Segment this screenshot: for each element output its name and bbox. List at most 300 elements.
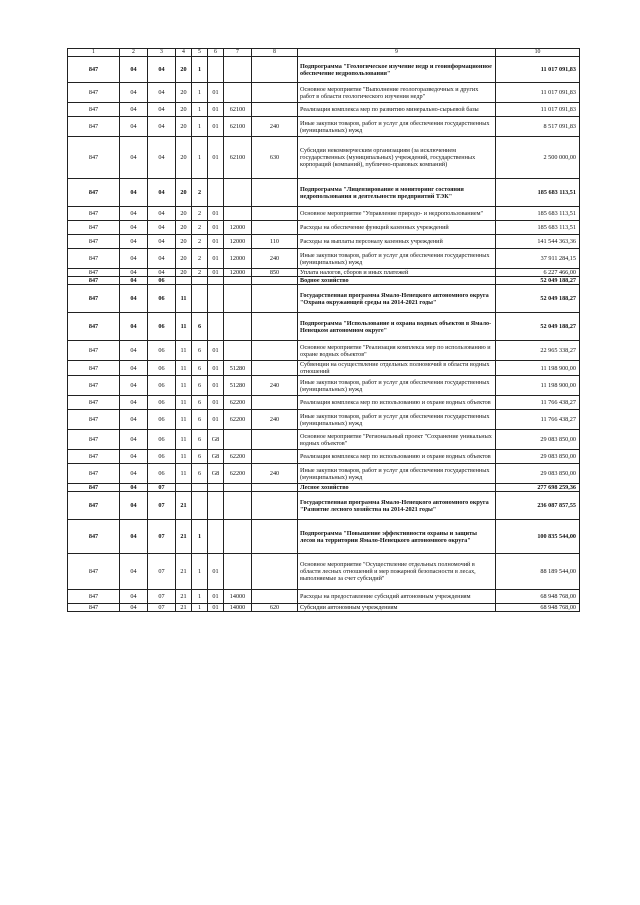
cell-expense-type-code <box>252 57 298 83</box>
cell-program-code: 20 <box>176 249 192 269</box>
table-row <box>68 83 580 103</box>
cell-section-code: 04 <box>120 464 148 484</box>
cell-program-code: 21 <box>176 492 192 520</box>
cell-amount: 11 198 900,00 <box>496 376 580 396</box>
cell-direction-code <box>224 313 252 341</box>
cell-expense-type-code <box>252 313 298 341</box>
cell-section-code: 04 <box>120 554 148 590</box>
cell-subsection-code: 06 <box>148 464 176 484</box>
cell-activity-code: 01 <box>208 83 224 103</box>
cell-amount: 11 766 438,27 <box>496 396 580 410</box>
cell-subsection-code: 06 <box>148 376 176 396</box>
cell-subsection-code: 06 <box>148 450 176 464</box>
cell-section-code: 04 <box>120 117 148 137</box>
cell-section-code: 04 <box>120 277 148 285</box>
cell-subsection-code: 07 <box>148 520 176 554</box>
cell-activity-code: 01 <box>208 604 224 612</box>
cell-ministry-code: 847 <box>68 554 120 590</box>
col-3: 3 <box>148 49 176 57</box>
cell-section-code: 04 <box>120 450 148 464</box>
cell-program-code: 11 <box>176 430 192 450</box>
cell-amount: 29 083 850,00 <box>496 464 580 484</box>
cell-item-name: Расходы на обеспечение функций казенных учреждений <box>298 221 496 235</box>
col-2: 2 <box>120 49 148 57</box>
cell-section-code: 04 <box>120 341 148 361</box>
cell-item-name: Уплата налогов, сборов и иных платежей <box>298 269 496 277</box>
cell-direction-code: 62100 <box>224 137 252 179</box>
table-row <box>68 341 580 361</box>
cell-direction-code: 12000 <box>224 221 252 235</box>
cell-item-name: Иные закупки товаров, работ и услуг для обеспечения государственных (муниципальных) нужд <box>298 249 496 269</box>
cell-section-code: 04 <box>120 57 148 83</box>
cell-subprogram-code: 6 <box>192 313 208 341</box>
cell-item-name: Лесное хозяйство <box>298 484 496 492</box>
cell-program-code: 21 <box>176 520 192 554</box>
cell-direction-code <box>224 520 252 554</box>
cell-section-code: 04 <box>120 269 148 277</box>
table-row <box>68 269 580 277</box>
table-row <box>68 103 580 117</box>
cell-ministry-code: 847 <box>68 235 120 249</box>
cell-direction-code: 62200 <box>224 464 252 484</box>
cell-activity-code <box>208 484 224 492</box>
cell-item-name: Подпрограмма "Повышение эффективности охраны и защиты лесов на территории Ямало-Ненецкого автономного округа" <box>298 520 496 554</box>
cell-program-code: 11 <box>176 341 192 361</box>
cell-program-code <box>176 277 192 285</box>
table-row <box>68 464 580 484</box>
table-row <box>68 285 580 313</box>
col-1: 1 <box>68 49 120 57</box>
table-row <box>68 207 580 221</box>
cell-activity-code: 01 <box>208 361 224 376</box>
cell-subsection-code: 06 <box>148 410 176 430</box>
cell-amount: 29 083 850,00 <box>496 430 580 450</box>
cell-direction-code <box>224 207 252 221</box>
cell-section-code: 04 <box>120 396 148 410</box>
cell-item-name: Государственная программа Ямало-Ненецкого автономного округа "Охрана окружающей среды на 2014-2021 годы" <box>298 285 496 313</box>
cell-ministry-code: 847 <box>68 277 120 285</box>
cell-activity-code <box>208 179 224 207</box>
cell-ministry-code: 847 <box>68 361 120 376</box>
cell-item-name: Подпрограмма "Геологическое изучение недр и геоинформационное обеспечение недропользования" <box>298 57 496 83</box>
cell-item-name: Реализация комплекса мер по использованию и охране водных объектов <box>298 396 496 410</box>
table-row <box>68 520 580 554</box>
cell-item-name: Основное мероприятие "Региональный проект "Сохранение уникальных водных объектов" <box>298 430 496 450</box>
cell-amount: 236 087 857,55 <box>496 492 580 520</box>
cell-ministry-code: 847 <box>68 137 120 179</box>
cell-expense-type-code <box>252 341 298 361</box>
cell-subprogram-code: 1 <box>192 57 208 83</box>
cell-expense-type-code: 240 <box>252 464 298 484</box>
cell-expense-type-code: 240 <box>252 410 298 430</box>
table-row <box>68 313 580 341</box>
cell-amount: 185 683 113,51 <box>496 221 580 235</box>
cell-expense-type-code <box>252 361 298 376</box>
table-row <box>68 604 580 612</box>
cell-amount: 52 049 188,27 <box>496 277 580 285</box>
cell-ministry-code: 847 <box>68 410 120 430</box>
cell-program-code: 20 <box>176 137 192 179</box>
table-row <box>68 235 580 249</box>
table-row <box>68 221 580 235</box>
cell-direction-code: 14000 <box>224 590 252 604</box>
cell-program-code: 20 <box>176 83 192 103</box>
cell-activity-code: G8 <box>208 450 224 464</box>
cell-program-code: 20 <box>176 221 192 235</box>
cell-subprogram-code: 2 <box>192 269 208 277</box>
cell-subprogram-code: 6 <box>192 376 208 396</box>
cell-direction-code <box>224 341 252 361</box>
cell-expense-type-code: 240 <box>252 376 298 396</box>
cell-subsection-code: 07 <box>148 492 176 520</box>
cell-expense-type-code: 630 <box>252 137 298 179</box>
cell-subprogram-code: 2 <box>192 179 208 207</box>
cell-item-name: Иные закупки товаров, работ и услуг для обеспечения государственных (муниципальных) нужд <box>298 376 496 396</box>
cell-subsection-code: 04 <box>148 207 176 221</box>
cell-program-code: 20 <box>176 179 192 207</box>
cell-amount: 68 948 768,00 <box>496 590 580 604</box>
cell-subprogram-code: 1 <box>192 554 208 590</box>
cell-amount: 88 189 544,00 <box>496 554 580 590</box>
cell-program-code: 21 <box>176 590 192 604</box>
cell-activity-code <box>208 285 224 313</box>
cell-activity-code: 01 <box>208 341 224 361</box>
cell-expense-type-code <box>252 83 298 103</box>
cell-subprogram-code: 1 <box>192 604 208 612</box>
cell-item-name: Субсидии некоммерческим организациям (за исключением государственных (муниципальных) учреждений, государственных корпораций (компаний), публично-правовых компаний) <box>298 137 496 179</box>
cell-amount: 141 544 363,36 <box>496 235 580 249</box>
cell-section-code: 04 <box>120 590 148 604</box>
cell-expense-type-code <box>252 103 298 117</box>
cell-subsection-code: 04 <box>148 117 176 137</box>
cell-subsection-code: 06 <box>148 277 176 285</box>
cell-program-code: 20 <box>176 207 192 221</box>
cell-direction-code <box>224 492 252 520</box>
cell-program-code: 20 <box>176 103 192 117</box>
cell-section-code: 04 <box>120 361 148 376</box>
cell-ministry-code: 847 <box>68 207 120 221</box>
cell-expense-type-code <box>252 520 298 554</box>
cell-expense-type-code: 620 <box>252 604 298 612</box>
cell-direction-code: 62100 <box>224 103 252 117</box>
cell-ministry-code: 847 <box>68 313 120 341</box>
cell-expense-type-code: 110 <box>252 235 298 249</box>
cell-ministry-code: 847 <box>68 285 120 313</box>
table-row <box>68 492 580 520</box>
cell-activity-code: 01 <box>208 235 224 249</box>
cell-section-code: 04 <box>120 492 148 520</box>
cell-direction-code: 51280 <box>224 376 252 396</box>
cell-program-code: 11 <box>176 313 192 341</box>
cell-item-name: Государственная программа Ямало-Ненецкого автономного округа "Развитие лесного хозяйства на 2014-2021 годы" <box>298 492 496 520</box>
cell-ministry-code: 847 <box>68 179 120 207</box>
cell-item-name: Основное мероприятие "Выполнение геологоразведочных и других работ в области геологического изучения недр" <box>298 83 496 103</box>
cell-section-code: 04 <box>120 285 148 313</box>
cell-subsection-code: 07 <box>148 484 176 492</box>
cell-activity-code: 01 <box>208 396 224 410</box>
cell-activity-code: 01 <box>208 249 224 269</box>
cell-subsection-code: 04 <box>148 221 176 235</box>
cell-amount: 11 017 091,83 <box>496 83 580 103</box>
cell-expense-type-code: 850 <box>252 269 298 277</box>
cell-amount: 37 911 284,15 <box>496 249 580 269</box>
table-row <box>68 554 580 590</box>
cell-item-name: Основное мероприятие "Осуществление отдельных полномочий в области лесных отношений и мер пожарной безопасности в лесах, выполняемые за счет субсидий" <box>298 554 496 590</box>
cell-expense-type-code <box>252 179 298 207</box>
cell-expense-type-code <box>252 450 298 464</box>
cell-amount: 8 517 091,83 <box>496 117 580 137</box>
table-row <box>68 361 580 376</box>
cell-expense-type-code: 240 <box>252 117 298 137</box>
cell-direction-code <box>224 484 252 492</box>
cell-subprogram-code: 2 <box>192 249 208 269</box>
cell-expense-type-code <box>252 207 298 221</box>
cell-item-name: Основное мероприятие "Реализация комплекса мер по использованию и охране водных объектов" <box>298 341 496 361</box>
cell-activity-code <box>208 57 224 83</box>
cell-ministry-code: 847 <box>68 484 120 492</box>
cell-direction-code <box>224 554 252 590</box>
cell-activity-code: 01 <box>208 410 224 430</box>
budget-table <box>67 48 580 612</box>
cell-amount: 68 948 768,00 <box>496 604 580 612</box>
cell-item-name: Реализация комплекса мер по развитию минерально-сырьевой базы <box>298 103 496 117</box>
cell-subprogram-code: 6 <box>192 410 208 430</box>
cell-item-name: Иные закупки товаров, работ и услуг для обеспечения государственных (муниципальных) нужд <box>298 464 496 484</box>
cell-program-code: 20 <box>176 235 192 249</box>
cell-direction-code: 51280 <box>224 361 252 376</box>
col-5: 5 <box>192 49 208 57</box>
table-row <box>68 179 580 207</box>
cell-subsection-code: 06 <box>148 313 176 341</box>
cell-item-name: Реализация комплекса мер по использованию и охране водных объектов <box>298 450 496 464</box>
cell-direction-code: 62200 <box>224 396 252 410</box>
cell-section-code: 04 <box>120 520 148 554</box>
cell-ministry-code: 847 <box>68 376 120 396</box>
table-row <box>68 57 580 83</box>
cell-ministry-code: 847 <box>68 396 120 410</box>
cell-program-code: 11 <box>176 361 192 376</box>
cell-subsection-code: 06 <box>148 361 176 376</box>
cell-subprogram-code: 2 <box>192 221 208 235</box>
cell-activity-code: G8 <box>208 464 224 484</box>
cell-subprogram-code: 6 <box>192 430 208 450</box>
cell-activity-code: 01 <box>208 269 224 277</box>
cell-activity-code <box>208 520 224 554</box>
cell-item-name: Водное хозяйство <box>298 277 496 285</box>
cell-activity-code: 01 <box>208 207 224 221</box>
cell-subprogram-code: 6 <box>192 396 208 410</box>
cell-section-code: 04 <box>120 313 148 341</box>
cell-expense-type-code <box>252 396 298 410</box>
cell-amount: 185 683 113,51 <box>496 207 580 221</box>
cell-subprogram-code: 1 <box>192 83 208 103</box>
cell-item-name: Субсидии автономным учреждениям <box>298 604 496 612</box>
cell-subprogram-code <box>192 484 208 492</box>
table-row <box>68 590 580 604</box>
cell-section-code: 04 <box>120 249 148 269</box>
col-9: 9 <box>298 49 496 57</box>
cell-subsection-code: 06 <box>148 341 176 361</box>
cell-program-code: 11 <box>176 396 192 410</box>
cell-subprogram-code: 1 <box>192 117 208 137</box>
cell-activity-code: 01 <box>208 221 224 235</box>
cell-program-code: 20 <box>176 57 192 83</box>
cell-ministry-code: 847 <box>68 450 120 464</box>
cell-ministry-code: 847 <box>68 492 120 520</box>
cell-item-name: Иные закупки товаров, работ и услуг для обеспечения государственных (муниципальных) нужд <box>298 117 496 137</box>
cell-activity-code: 01 <box>208 376 224 396</box>
cell-amount: 11 198 900,00 <box>496 361 580 376</box>
cell-item-name: Иные закупки товаров, работ и услуг для обеспечения государственных (муниципальных) нужд <box>298 410 496 430</box>
cell-item-name: Подпрограмма "Использование и охрана водных объектов в Ямало-Ненецком автономном округе" <box>298 313 496 341</box>
cell-section-code: 04 <box>120 207 148 221</box>
cell-subprogram-code: 1 <box>192 590 208 604</box>
cell-subsection-code: 06 <box>148 396 176 410</box>
cell-ministry-code: 847 <box>68 604 120 612</box>
cell-amount: 277 698 259,36 <box>496 484 580 492</box>
cell-subprogram-code <box>192 285 208 313</box>
cell-ministry-code: 847 <box>68 430 120 450</box>
cell-subprogram-code: 2 <box>192 207 208 221</box>
cell-activity-code: G8 <box>208 430 224 450</box>
cell-direction-code <box>224 430 252 450</box>
table-row <box>68 137 580 179</box>
cell-subsection-code: 06 <box>148 430 176 450</box>
cell-expense-type-code <box>252 285 298 313</box>
table-row <box>68 117 580 137</box>
cell-subprogram-code <box>192 277 208 285</box>
cell-direction-code: 14000 <box>224 604 252 612</box>
cell-direction-code <box>224 285 252 313</box>
cell-direction-code: 62200 <box>224 410 252 430</box>
cell-section-code: 04 <box>120 604 148 612</box>
cell-activity-code: 01 <box>208 103 224 117</box>
cell-item-name: Подпрограмма "Лицензирование и мониторинг состояния недропользования и деятельности предприятий ТЭК" <box>298 179 496 207</box>
cell-direction-code <box>224 179 252 207</box>
cell-ministry-code: 847 <box>68 221 120 235</box>
cell-amount: 11 017 091,83 <box>496 57 580 83</box>
cell-activity-code: 01 <box>208 590 224 604</box>
table-row <box>68 277 580 285</box>
col-4: 4 <box>176 49 192 57</box>
cell-subprogram-code: 6 <box>192 341 208 361</box>
cell-section-code: 04 <box>120 137 148 179</box>
cell-expense-type-code <box>252 277 298 285</box>
cell-amount: 11 766 438,27 <box>496 410 580 430</box>
table-body <box>68 57 580 612</box>
cell-subsection-code: 04 <box>148 269 176 277</box>
cell-subprogram-code <box>192 492 208 520</box>
cell-item-name: Расходы на выплаты персоналу казенных учреждений <box>298 235 496 249</box>
table-row <box>68 376 580 396</box>
cell-subsection-code: 07 <box>148 604 176 612</box>
table-row <box>68 396 580 410</box>
cell-subsection-code: 04 <box>148 179 176 207</box>
cell-subsection-code: 04 <box>148 249 176 269</box>
cell-subprogram-code: 1 <box>192 103 208 117</box>
cell-ministry-code: 847 <box>68 103 120 117</box>
table-row <box>68 450 580 464</box>
cell-amount: 29 083 850,00 <box>496 450 580 464</box>
cell-subprogram-code: 6 <box>192 464 208 484</box>
cell-amount: 52 049 188,27 <box>496 313 580 341</box>
cell-section-code: 04 <box>120 235 148 249</box>
cell-ministry-code: 847 <box>68 464 120 484</box>
cell-item-name: Расходы на предоставление субсидий автономным учреждениям <box>298 590 496 604</box>
cell-activity-code <box>208 277 224 285</box>
header-row <box>68 49 580 57</box>
cell-activity-code: 01 <box>208 117 224 137</box>
cell-subsection-code: 04 <box>148 235 176 249</box>
table-row <box>68 249 580 269</box>
cell-section-code: 04 <box>120 221 148 235</box>
cell-program-code: 20 <box>176 117 192 137</box>
cell-subsection-code: 04 <box>148 137 176 179</box>
cell-direction-code <box>224 83 252 103</box>
cell-section-code: 04 <box>120 376 148 396</box>
cell-ministry-code: 847 <box>68 57 120 83</box>
cell-program-code: 11 <box>176 376 192 396</box>
cell-expense-type-code <box>252 590 298 604</box>
cell-direction-code: 62200 <box>224 450 252 464</box>
cell-section-code: 04 <box>120 410 148 430</box>
col-10: 10 <box>496 49 580 57</box>
cell-subsection-code: 04 <box>148 83 176 103</box>
table-row <box>68 410 580 430</box>
cell-item-name: Основное мероприятие "Управление природо- и недропользованием" <box>298 207 496 221</box>
cell-direction-code <box>224 57 252 83</box>
cell-amount: 6 227 466,00 <box>496 269 580 277</box>
cell-item-name: Субвенции на осуществление отдельных полномочий в области водных отношений <box>298 361 496 376</box>
cell-subsection-code: 04 <box>148 57 176 83</box>
cell-program-code <box>176 484 192 492</box>
cell-direction-code: 12000 <box>224 235 252 249</box>
cell-subsection-code: 06 <box>148 285 176 313</box>
cell-ministry-code: 847 <box>68 83 120 103</box>
cell-expense-type-code <box>252 484 298 492</box>
cell-activity-code: 01 <box>208 137 224 179</box>
cell-amount: 11 017 091,83 <box>496 103 580 117</box>
cell-activity-code <box>208 492 224 520</box>
col-7: 7 <box>224 49 252 57</box>
cell-subsection-code: 04 <box>148 103 176 117</box>
cell-ministry-code: 847 <box>68 590 120 604</box>
cell-program-code: 11 <box>176 285 192 313</box>
cell-subprogram-code: 6 <box>192 361 208 376</box>
cell-program-code: 20 <box>176 269 192 277</box>
table-row <box>68 430 580 450</box>
cell-subprogram-code: 1 <box>192 137 208 179</box>
cell-amount: 22 965 338,27 <box>496 341 580 361</box>
cell-expense-type-code <box>252 492 298 520</box>
cell-amount: 185 683 113,51 <box>496 179 580 207</box>
cell-program-code: 21 <box>176 554 192 590</box>
cell-section-code: 04 <box>120 179 148 207</box>
cell-amount: 100 835 544,00 <box>496 520 580 554</box>
cell-expense-type-code <box>252 221 298 235</box>
col-6: 6 <box>208 49 224 57</box>
cell-program-code: 11 <box>176 410 192 430</box>
cell-expense-type-code: 240 <box>252 249 298 269</box>
cell-subprogram-code: 1 <box>192 520 208 554</box>
cell-subsection-code: 07 <box>148 554 176 590</box>
table-row <box>68 484 580 492</box>
cell-ministry-code: 847 <box>68 269 120 277</box>
cell-amount: 2 500 000,00 <box>496 137 580 179</box>
cell-subprogram-code: 6 <box>192 450 208 464</box>
cell-ministry-code: 847 <box>68 520 120 554</box>
cell-direction-code <box>224 277 252 285</box>
